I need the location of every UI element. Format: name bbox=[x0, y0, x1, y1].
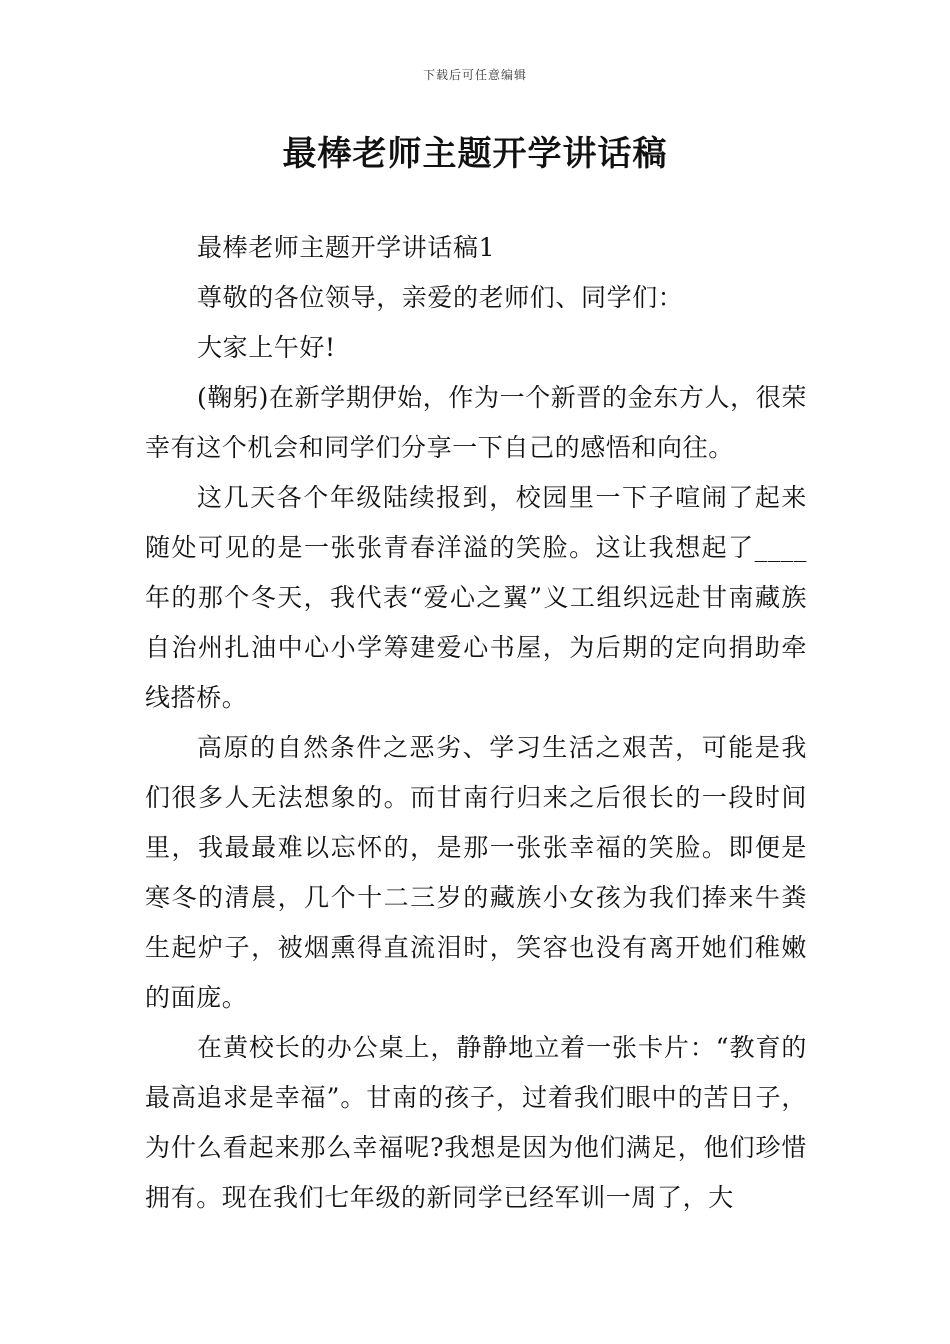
paragraph: 这几天各个年级陆续报到，校园里一下子喧闹了起来随处可见的是一张张青春洋溢的笑脸。这让我想起了____年的那个冬天，我代表“爱心之翼”义工组织远赴甘南藏族自治州扎油中心小学筹建爱心书屋，为后期的定向捐助牵线搭桥。 bbox=[145, 483, 807, 712]
document-body bbox=[145, 223, 807, 1223]
paragraph: 在黄校长的办公桌上，静静地立着一张卡片：“教育的最高追求是幸福”。甘南的孩子，过着我们眼中的苦日子，为什么看起来那么幸福呢?我想是因为他们满足，他们珍惜拥有。现在我们七年级的新同学已经军训一周了，大 bbox=[145, 1033, 807, 1212]
paragraph: 高原的自然条件之恶劣、学习生活之艰苦，可能是我们很多人无法想象的。而甘南行归来之后很长的一段时间里，我最最难以忘怀的，是那一张张幸福的笑脸。即便是寒冬的清晨，几个十二三岁的藏族小女孩为我们捧来牛粪生起炉子，被烟熏得直流泪时，笑容也没有离开她们稚嫩的面庞。 bbox=[145, 733, 807, 1012]
document-title: 最棒老师主题开学讲话稿 bbox=[282, 134, 668, 174]
paragraph-greeting: 大家上午好! bbox=[197, 333, 336, 362]
paragraph-salutation: 尊敬的各位领导，亲爱的老师们、同学们： bbox=[197, 283, 684, 312]
header-note: 下载后可任意编辑 bbox=[422, 68, 527, 82]
paragraph: (鞠躬)在新学期伊始，作为一个新晋的金东方人，很荣幸有这个机会和同学们分享一下自己的感悟和向往。 bbox=[145, 383, 807, 462]
paragraph-subtitle: 最棒老师主题开学讲话稿1 bbox=[197, 233, 496, 262]
